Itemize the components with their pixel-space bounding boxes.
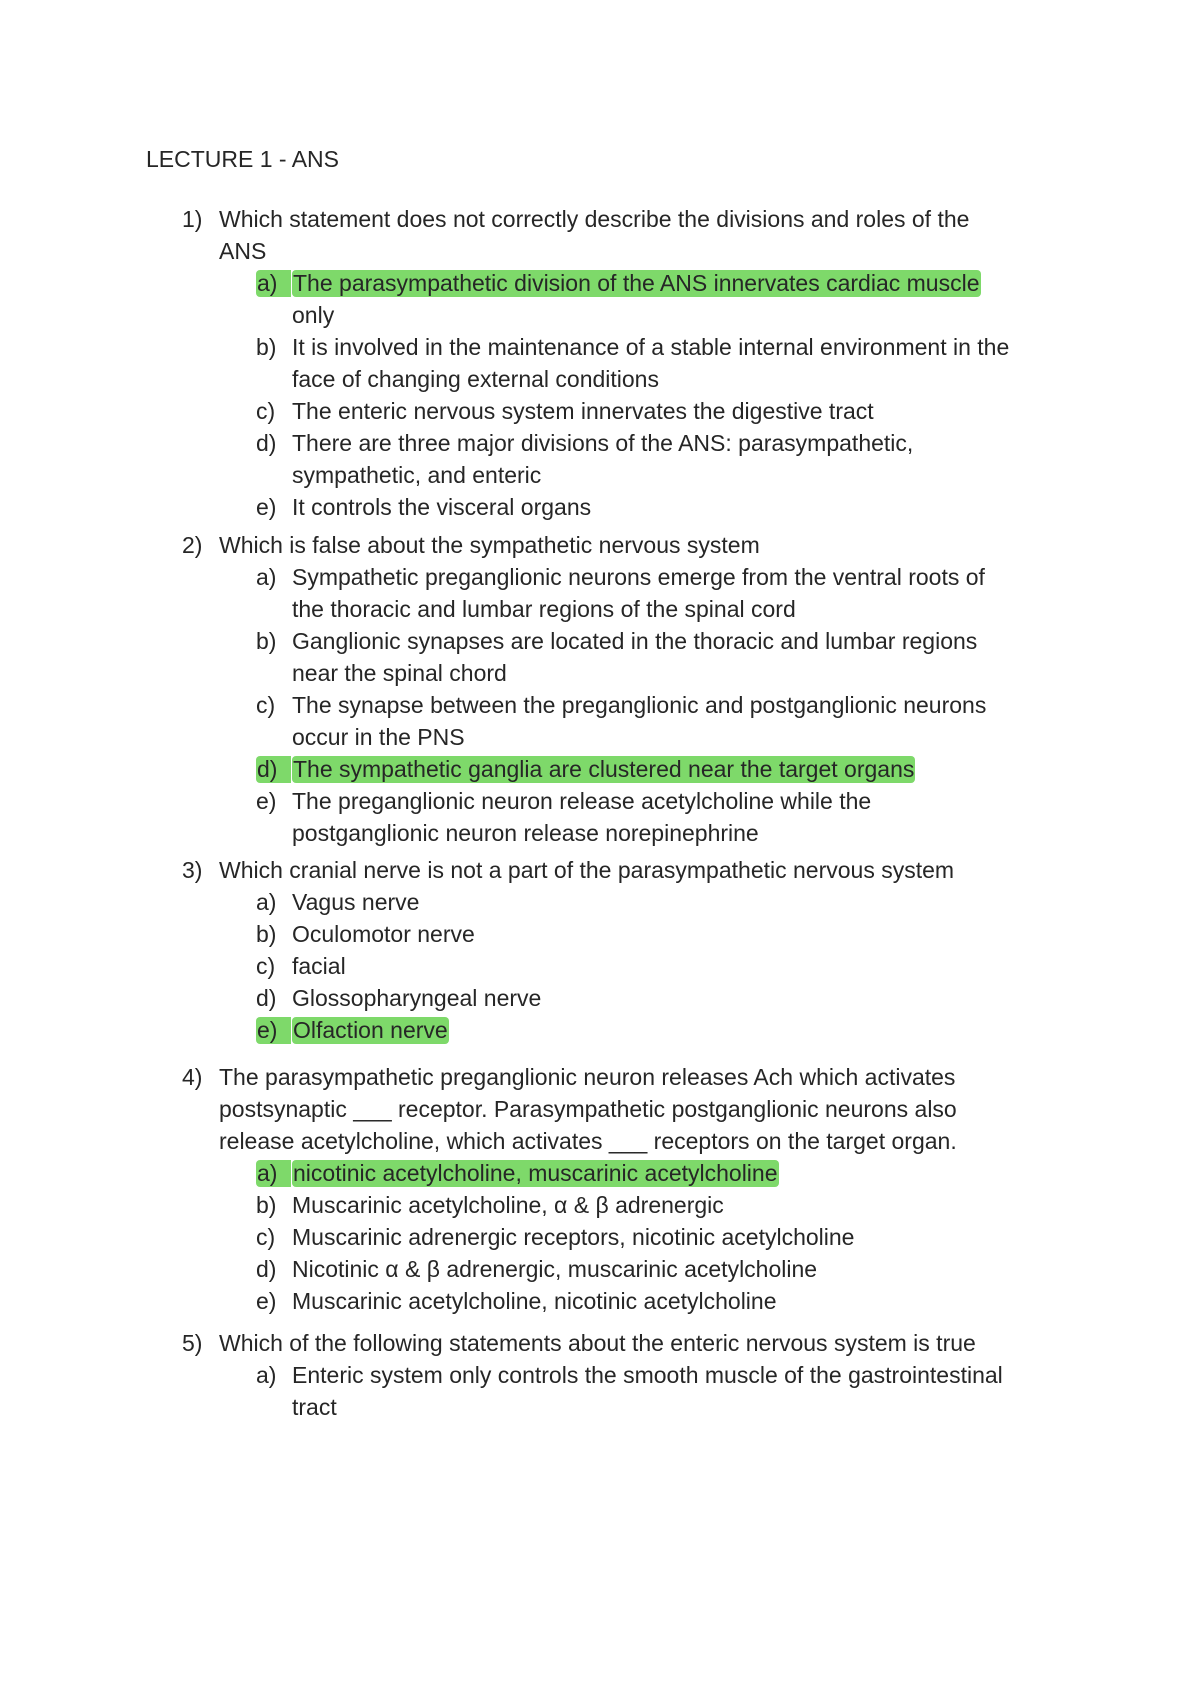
highlighted-answer-text: The parasympathetic division of the ANS innervates cardiac muscle	[293, 270, 980, 296]
option-text-line: only	[292, 302, 335, 328]
option-text-line: near the spinal chord	[292, 660, 507, 686]
option-label: b)	[256, 1192, 277, 1218]
option-text-line: The enteric nervous system innervates the digestive tract	[292, 398, 874, 424]
option-label: c)	[256, 398, 276, 424]
question-text-line: release acetylcholine, which activates ___ receptors on the target organ.	[219, 1128, 957, 1154]
option-text-line: Muscarinic adrenergic receptors, nicotinic acetylcholine	[292, 1224, 855, 1250]
option-label: b)	[256, 334, 277, 360]
option-text-line: Glossopharyngeal nerve	[292, 985, 542, 1011]
question-text-line: Which cranial nerve is not a part of the parasympathetic nervous system	[219, 857, 955, 883]
option-label: b)	[256, 628, 277, 654]
option-label: e)	[256, 788, 277, 814]
question-number: 2)	[182, 532, 203, 558]
option-text-line: The synapse between the preganglionic and postganglionic neurons	[292, 692, 987, 718]
question-text-line: ANS	[219, 238, 267, 264]
question-text-line: Which of the following statements about the enteric nervous system is true	[219, 1330, 976, 1356]
option-text-line: There are three major divisions of the ANS: parasympathetic,	[292, 430, 914, 456]
option-label: d)	[256, 756, 291, 783]
option-label: d)	[256, 985, 277, 1011]
highlighted-answer-text: The sympathetic ganglia are clustered near the target organs	[293, 756, 915, 782]
option-text-line: The preganglionic neuron release acetylcholine while the	[292, 788, 872, 814]
option-text-line: Muscarinic acetylcholine, nicotinic acetylcholine	[292, 1288, 777, 1314]
option-text-line: occur in the PNS	[292, 724, 465, 750]
highlighted-answer-text: nicotinic acetylcholine, muscarinic acetylcholine	[293, 1160, 778, 1186]
option-text-line: sympathetic, and enteric	[292, 462, 542, 488]
option-text-line: postganglionic neuron release norepinephrine	[292, 820, 759, 846]
option-text-line: Muscarinic acetylcholine, α & β adrenergic	[292, 1192, 724, 1218]
option-label: e)	[256, 494, 277, 520]
option-label: b)	[256, 921, 277, 947]
option-label: c)	[256, 953, 276, 979]
option-text-line: Sympathetic preganglionic neurons emerge from the ventral roots of	[292, 564, 985, 590]
option-text-line: Nicotinic α & β adrenergic, muscarinic acetylcholine	[292, 1256, 818, 1282]
document-title: LECTURE 1 - ANS	[146, 146, 339, 172]
option-label: a)	[256, 270, 291, 297]
option-text-line: face of changing external conditions	[292, 366, 659, 392]
option-text-line: Oculomotor nerve	[292, 921, 475, 947]
option-label: a)	[256, 889, 277, 915]
option-text-line: facial	[292, 953, 346, 979]
option-text-line: Enteric system only controls the smooth muscle of the gastrointestinal	[292, 1362, 1003, 1388]
option-text-line: Ganglionic synapses are located in the thoracic and lumbar regions	[292, 628, 978, 654]
option-label: d)	[256, 430, 277, 456]
option-text-line: the thoracic and lumbar regions of the spinal cord	[292, 596, 796, 622]
question-text-line: Which is false about the sympathetic nervous system	[219, 532, 760, 558]
option-label: e)	[256, 1017, 291, 1044]
option-text-line: It is involved in the maintenance of a stable internal environment in the	[292, 334, 1010, 360]
question-text-line: postsynaptic ___ receptor. Parasympathetic postganglionic neurons also	[219, 1096, 957, 1122]
option-label: a)	[256, 1160, 291, 1187]
option-label: a)	[256, 564, 277, 590]
option-label: d)	[256, 1256, 277, 1282]
question-number: 4)	[182, 1064, 203, 1090]
option-label: c)	[256, 692, 276, 718]
option-label: e)	[256, 1288, 277, 1314]
question-number: 3)	[182, 857, 203, 883]
option-label: c)	[256, 1224, 276, 1250]
highlighted-answer-text: Olfaction nerve	[293, 1017, 448, 1043]
option-text-line: It controls the visceral organs	[292, 494, 592, 520]
question-number: 1)	[182, 206, 203, 232]
option-label: a)	[256, 1362, 277, 1388]
question-text-line: Which statement does not correctly describe the divisions and roles of the	[219, 206, 970, 232]
option-text-line: tract	[292, 1394, 337, 1420]
option-text-line: Vagus nerve	[292, 889, 420, 915]
question-number: 5)	[182, 1330, 203, 1356]
question-text-line: The parasympathetic preganglionic neuron releases Ach which activates	[219, 1064, 956, 1090]
